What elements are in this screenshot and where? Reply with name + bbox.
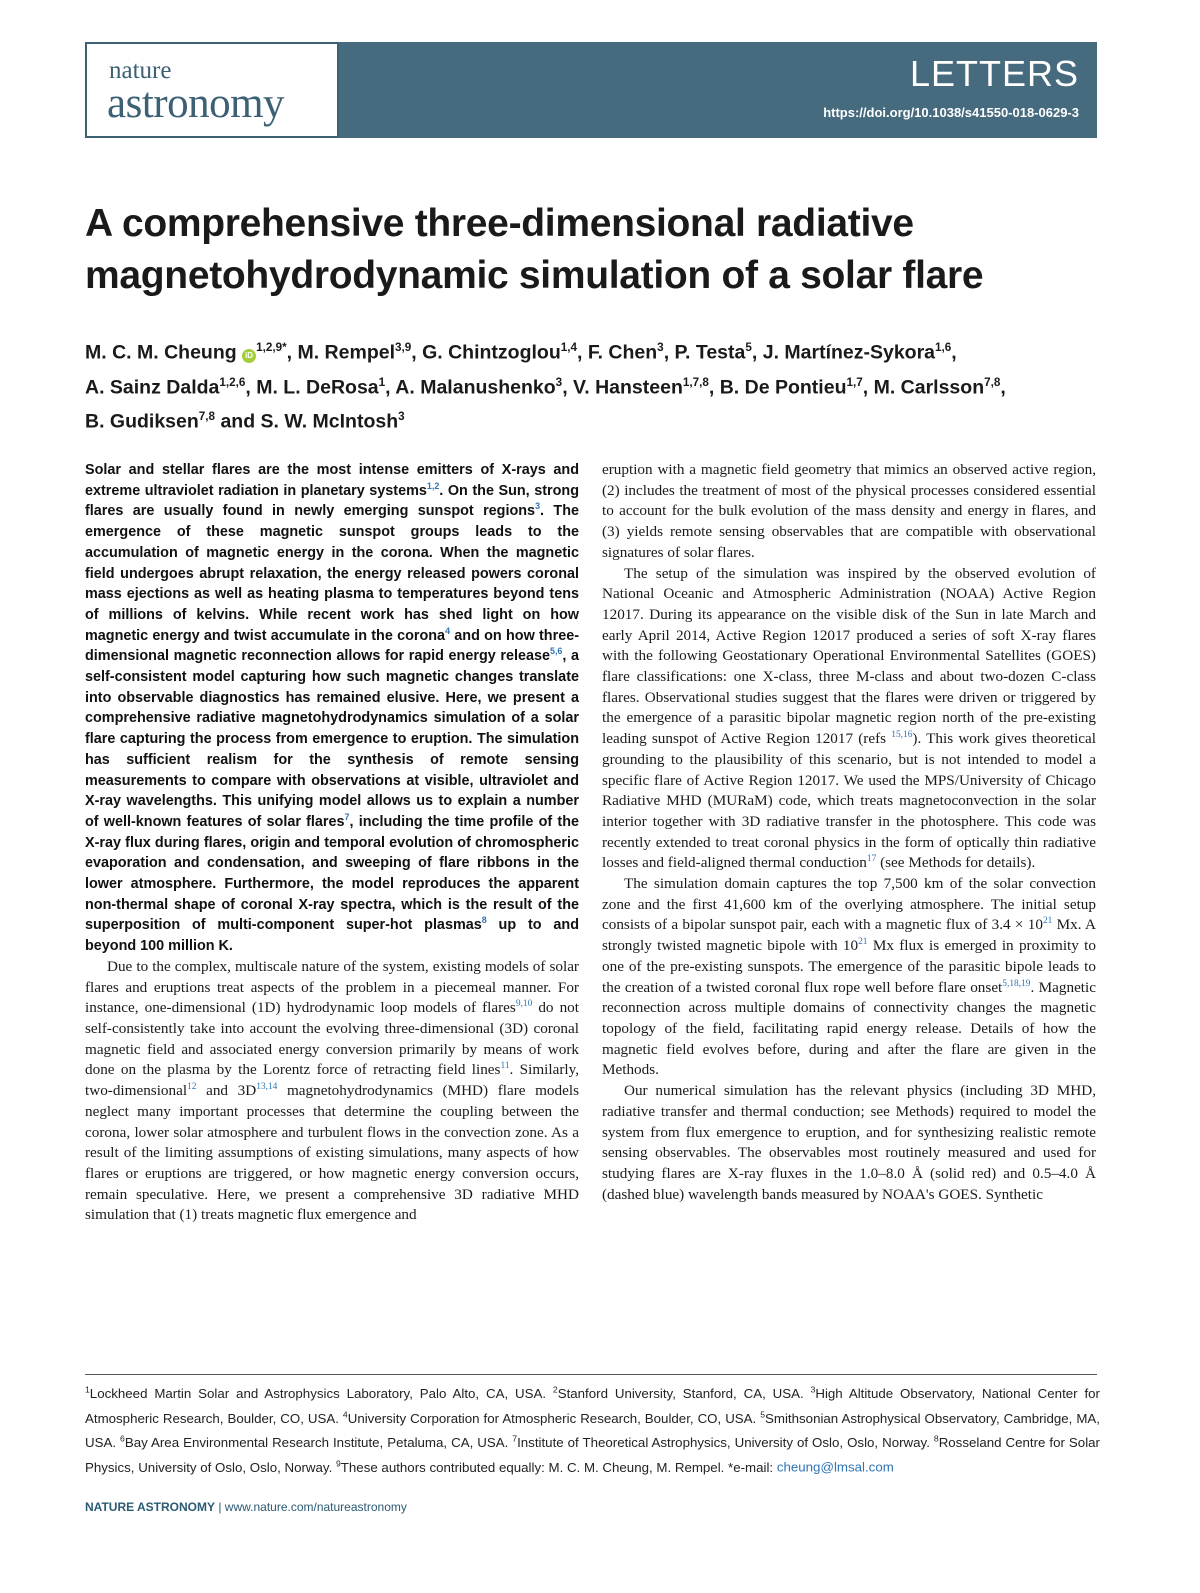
citation-ref[interactable]: 3 bbox=[535, 501, 541, 512]
text-segment: (see Methods for details). bbox=[876, 854, 1036, 872]
author-name: M. L. DeRosa bbox=[256, 376, 379, 398]
text-segment: Due to the complex, multiscale nature of the system, existing models of solar flares and eruptions treat aspects of the problem in a piecemeal manner. For instance, one-dimensional (1D) hydrodynamic loop models of flares bbox=[85, 957, 579, 1017]
affiliation-text: Stanford University, Stanford, CA, USA. bbox=[557, 1386, 811, 1402]
citation-ref[interactable]: 5,18,19 bbox=[1002, 978, 1031, 989]
author-affiliation-marker: 1,7,8 bbox=[682, 375, 709, 389]
affiliation-text: Bay Area Environmental Research Institute, Petaluma, CA, USA. bbox=[124, 1435, 513, 1451]
affiliation-number: 4 bbox=[342, 1409, 348, 1420]
right-column bbox=[602, 460, 1096, 1205]
author-name: A. Malanushenko bbox=[395, 376, 556, 398]
author-affiliation-marker: 1,2,9* bbox=[256, 341, 287, 354]
author-name: J. Martínez-Sykora bbox=[762, 341, 936, 364]
orcid-icon[interactable]: iD bbox=[242, 349, 256, 363]
doi-link[interactable]: https://doi.org/10.1038/s41550-018-0629-3 bbox=[823, 105, 1079, 120]
author-separator: , bbox=[1000, 376, 1006, 398]
author-separator: , bbox=[663, 341, 675, 364]
contact-email-link[interactable]: cheung@lmsal.com bbox=[776, 1459, 894, 1475]
author-name: F. Chen bbox=[587, 341, 658, 364]
author-line-2 bbox=[85, 368, 1105, 403]
author-separator: , bbox=[576, 341, 588, 364]
affiliation-number: 3 bbox=[810, 1385, 816, 1395]
author-affiliation-marker: 1,6 bbox=[935, 341, 952, 354]
author-affiliation-marker: 1,4 bbox=[560, 341, 577, 354]
affiliation-number: 8 bbox=[933, 1433, 939, 1444]
author-name: B. Gudiksen bbox=[85, 410, 199, 433]
text-segment: and on how three-dimensional magnetic reconnection allows for rapid energy release bbox=[85, 627, 579, 665]
text-segment: Solar and stellar flares are the most intense emitters of X-rays and extreme ultraviolet radiation in planetary systems bbox=[85, 462, 579, 499]
citation-ref[interactable]: 8 bbox=[481, 915, 487, 926]
author-line-1 bbox=[85, 333, 1105, 368]
author-list bbox=[85, 333, 1105, 437]
author-separator: , bbox=[562, 376, 574, 398]
citation-ref[interactable]: 21 bbox=[1042, 916, 1053, 927]
author-separator: , bbox=[245, 376, 257, 398]
affiliation-number: 2 bbox=[552, 1385, 558, 1395]
affiliation-text: Smithsonian Astrophysical Observatory, Cambridge, MA, USA. bbox=[85, 1410, 1100, 1451]
logo-text-astronomy: astronomy bbox=[107, 80, 285, 127]
text-segment: and 3D bbox=[196, 1082, 257, 1100]
author-separator: , bbox=[411, 341, 423, 364]
author-separator: and bbox=[215, 410, 261, 433]
affiliation-text: Institute of Theoretical Astrophysics, University of Oslo, Oslo, Norway. bbox=[517, 1435, 934, 1451]
author-separator: , bbox=[385, 376, 396, 398]
text-segment: The simulation domain captures the top 7,500 km of the solar convection zone and the first 41,600 km of the overlying atmosphere. The initial setup consists of a bipolar sunspot pair, each with a magnetic flux of 3.4 × 10 bbox=[602, 875, 1096, 934]
text-segment: magnetohydrodynamics (MHD) flare models neglect many important processes that determine the coupling between the corona, lower solar atmosphere and turbulent flows in the convection zone. As a result of the limiting assumptions of existing simulations, many aspects of how flares or eruptions are triggered, or how magnetic energy conversion occurs, remain speculative. Here, we present a comprehensive 3D radiative MHD simulation that (1) treats magnetic flux emergence and bbox=[85, 1082, 579, 1224]
affiliation-number: 7 bbox=[512, 1433, 518, 1444]
text-segment: Mx flux is emerged in proximity to one of the pre-existing sunspots. The emergence of the parasitic bipole leads to the creation of a twisted coronal flux rope well before flare onset bbox=[602, 937, 1096, 996]
journal-logo[interactable] bbox=[85, 42, 339, 138]
text-segment: , a self-consistent model capturing how such magnetic changes translate into observable diagnostics has remained elusive. Here, we present a comprehensive radiative magnetohydrodynamics simulation of a solar flare capturing the process from emergence to eruption. The simulation has sufficient realism for the synthesis of remote sensing measurements to compare with observations at visible, ultraviolet and X-ray wavelengths. This unifying model allows us to explain a number of well-known features of solar flares bbox=[85, 648, 579, 830]
section-label: LETTERS bbox=[909, 53, 1079, 94]
author-name: M. C. M. Cheung bbox=[85, 341, 237, 364]
citation-ref[interactable]: 17 bbox=[866, 854, 877, 865]
author-affiliation-marker: 7,8 bbox=[984, 375, 1001, 389]
author-name: A. Sainz Dalda bbox=[85, 376, 220, 398]
footnote-divider bbox=[85, 1374, 1097, 1375]
title-line-1: A comprehensive three-dimensional radiative bbox=[85, 202, 914, 245]
section-banner bbox=[339, 42, 1097, 138]
author-affiliation-marker: 3 bbox=[398, 410, 405, 423]
text-segment: do not self-consistently take into account the evolving three-dimensional (3D) coronal magnetic field and associated energy conversion primarily by means of work done on the plasma by the Lorentz force of retracting field lines bbox=[85, 999, 579, 1079]
text-segment: . The emergence of these magnetic sunspot groups leads to the accumulation of magnetic energy in the corona. When the magnetic field undergoes abrupt relaxation, the energy released powers coronal mass ejections as well as heating plasma to temperatures beyond tens of millions of kelvins. While recent work has shed light on how magnetic energy and twist accumulate in the corona bbox=[85, 503, 579, 644]
text-segment: . Magnetic reconnection across multiple domains of connectivity changes the magnetic topology of the field, facilitating rapid energy release. Details of how the magnetic field evolves before, during and after the flare are given in the Methods. bbox=[602, 978, 1096, 1079]
text-segment: The setup of the simulation was inspired by the observed evolution of National Oceanic and Atmospheric Administration (NOAA) Active Region 12017. During its appearance on the visible disk of the Sun in late March and early April 2014, Active Region 12017 produced a series of soft X-ray flares with the following Geostationary Operational Environmental Satellites (GOES) flare classifications: one X-class, three M-class and about two-dozen C-class flares. Observational studies suggest that the flares were driven or triggered by the emergence of a parasitic bipolar magnetic region north of the pre-existing leading sunspot of Active Region 12017 (refs bbox=[602, 564, 1096, 748]
intro-paragraph bbox=[85, 957, 579, 1226]
domain-paragraph bbox=[602, 874, 1096, 1081]
left-column bbox=[85, 460, 579, 1226]
affiliation-number: 6 bbox=[120, 1433, 125, 1444]
citation-ref[interactable]: 21 bbox=[858, 937, 868, 948]
author-name: S. W. McIntosh bbox=[260, 410, 399, 433]
author-affiliation-marker: 3 bbox=[657, 341, 664, 354]
affiliation-number: 1 bbox=[85, 1385, 90, 1395]
affiliation-text: These authors contributed equally: M. C. M. Cheung, M. Rempel. *e-mail: bbox=[340, 1459, 777, 1475]
citation-ref[interactable]: 7 bbox=[344, 812, 350, 823]
citation-ref[interactable]: 5,6 bbox=[549, 646, 563, 657]
footer-separator: | bbox=[215, 1500, 225, 1514]
page-footer bbox=[85, 1500, 407, 1514]
text-segment: Mx. A strongly twisted magnetic bipole with 10 bbox=[602, 916, 1096, 955]
affiliation-text: High Altitude Observatory, National Center for Atmospheric Research, Boulder, CO, USA. bbox=[85, 1386, 1100, 1426]
affiliation-text: Lockheed Martin Solar and Astrophysics Laboratory, Palo Alto, CA, USA. bbox=[89, 1386, 553, 1402]
author-separator: , bbox=[751, 341, 763, 364]
author-name: M. Carlsson bbox=[873, 376, 985, 398]
article-title bbox=[85, 198, 1115, 302]
author-name: G. Chintzoglou bbox=[422, 341, 561, 364]
author-separator: , bbox=[951, 341, 957, 364]
text-segment: ). This work gives theoretical grounding to the plausibility of this scenario, but is not intended to model a specific flare of Active Region 12017. We used the MPS/University of Chicago Radiative MHD (MURaM) code, which treats magnetoconvection in the solar interior together with 3D radiative transfer in the photosphere. This code was recently extended to treat coronal physics in the form of optically thin radiative losses and field-aligned thermal conduction bbox=[602, 730, 1096, 872]
author-separator: , bbox=[708, 376, 720, 398]
author-separator: , bbox=[286, 341, 298, 364]
citation-ref[interactable]: 11 bbox=[500, 1061, 510, 1072]
text-segment: . On the Sun, strong flares are usually found in newly emerging sunspot regions bbox=[85, 482, 580, 520]
abstract bbox=[85, 460, 579, 957]
author-affiliation-marker: 3,9 bbox=[395, 341, 412, 354]
author-affiliation-marker: 1,7 bbox=[846, 375, 863, 389]
citation-ref[interactable]: 9,10 bbox=[515, 999, 533, 1010]
setup-paragraph bbox=[602, 564, 1096, 875]
author-name: V. Hansteen bbox=[573, 376, 683, 398]
author-name: P. Testa bbox=[674, 341, 746, 364]
citation-ref[interactable]: 1,2 bbox=[426, 480, 440, 491]
footer-url-link[interactable]: www.nature.com/natureastronomy bbox=[224, 1500, 407, 1514]
affiliation-number: 5 bbox=[760, 1409, 766, 1420]
author-affiliation-marker: 5 bbox=[745, 341, 752, 354]
affiliation-number: 9 bbox=[335, 1458, 341, 1469]
title-line-2: magnetohydrodynamic simulation of a solar flare bbox=[85, 254, 984, 297]
author-name: M. Rempel bbox=[297, 341, 395, 364]
citation-ref[interactable]: 15,16 bbox=[891, 730, 913, 741]
author-affiliation-marker: 1 bbox=[378, 375, 386, 389]
logo-text-nature: nature bbox=[109, 57, 172, 84]
author-separator: , bbox=[862, 376, 874, 398]
affiliation-text: University Corporation for Atmospheric Research, Boulder, CO, USA. bbox=[347, 1410, 761, 1426]
footer-journal-name: NATURE ASTRONOMY bbox=[85, 1500, 215, 1514]
author-affiliation-marker: 7,8 bbox=[198, 410, 216, 423]
text-segment: up to and beyond 100 million K. bbox=[85, 917, 579, 955]
author-name: B. De Pontieu bbox=[719, 376, 847, 398]
text-segment: , including the time profile of the X-ray flux during flares, origin and temporal evolution of chromospheric evaporation and condensation, and sweeping of flare ribbons in the lower atmosphere. Furthermore, the model reproduces the apparent non-thermal shape of coronal X-ray spectra, which is the result of the superposition of multi-component super-hot plasmas bbox=[85, 813, 579, 934]
citation-ref[interactable]: 13,14 bbox=[256, 1082, 278, 1093]
intro-paragraph-continued: eruption with a magnetic field geometry that mimics an observed active region, (2) includes the treatment of most of the physical processes considered essential to account for the bulk evolution of the mass density and energy in flares, and (3) yields remote sensing observables that are compatible with observational signatures of solar flares. bbox=[602, 461, 1096, 561]
citation-ref[interactable]: 4 bbox=[445, 625, 451, 636]
observables-paragraph: Our numerical simulation has the relevant physics (including 3D MHD, radiative transfer and thermal conduction; see Methods) required to model the system from flux emergence to eruption, and for synthesizing realistic remote sensing observables. The observables most routinely measured and used for studying flares are X-ray fluxes in the 1.0–8.0 Å (solid red) and 0.5–4.0 Å (dashed blue) wavelength bands measured by NOAA's GOES. Synthetic bbox=[602, 1082, 1096, 1203]
citation-ref[interactable]: 12 bbox=[187, 1082, 197, 1093]
author-affiliation-marker: 3 bbox=[555, 375, 563, 389]
affiliations-text bbox=[85, 1386, 1100, 1474]
journal-header bbox=[85, 42, 1097, 138]
affiliation-text: Rosseland Centre for Solar Physics, University of Oslo, Oslo, Norway. bbox=[85, 1435, 1100, 1475]
author-affiliation-marker: 1,2,6 bbox=[219, 375, 246, 389]
affiliations bbox=[85, 1380, 1100, 1478]
text-segment: . Similarly, two-dimensional bbox=[85, 1061, 580, 1100]
author-line-3 bbox=[85, 402, 1105, 437]
